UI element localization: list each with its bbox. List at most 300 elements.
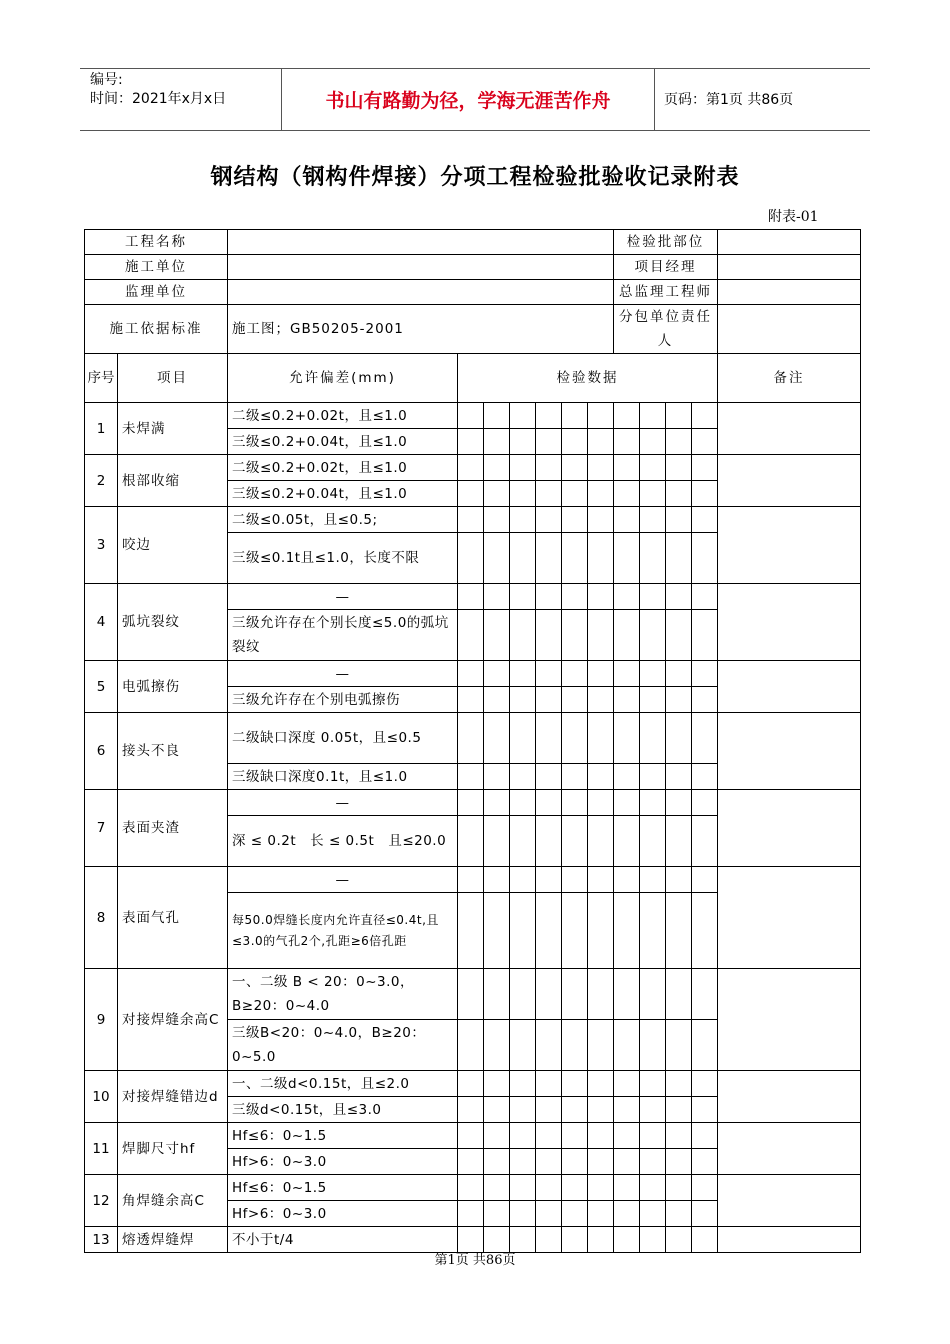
data-cell[interactable] xyxy=(536,507,562,533)
data-cell[interactable] xyxy=(510,610,536,661)
data-cell[interactable] xyxy=(536,429,562,455)
data-cell[interactable] xyxy=(614,610,640,661)
data-cell[interactable] xyxy=(640,507,666,533)
row-number: 1 xyxy=(85,403,118,455)
remarks-header: 备注 xyxy=(718,354,861,403)
data-cell[interactable] xyxy=(484,403,510,429)
data-cell[interactable] xyxy=(666,893,692,969)
data-cell[interactable] xyxy=(510,1071,536,1097)
data-cell[interactable] xyxy=(536,455,562,481)
remarks-cell[interactable] xyxy=(718,969,861,1071)
data-cell[interactable] xyxy=(640,403,666,429)
data-cell[interactable] xyxy=(458,584,484,610)
data-cell[interactable] xyxy=(562,713,588,764)
data-cell[interactable] xyxy=(536,1020,562,1071)
header-divider xyxy=(654,69,655,130)
data-cell[interactable] xyxy=(510,403,536,429)
remarks-cell[interactable] xyxy=(718,1071,861,1123)
data-cell[interactable] xyxy=(692,1097,718,1123)
data-cell[interactable] xyxy=(510,790,536,816)
data-cell[interactable] xyxy=(536,1123,562,1149)
data-cell[interactable] xyxy=(536,403,562,429)
data-cell[interactable] xyxy=(562,1123,588,1149)
row-number: 8 xyxy=(85,867,118,969)
data-cell[interactable] xyxy=(484,893,510,969)
data-cell[interactable] xyxy=(614,403,640,429)
basis-value: 施工图；GB50205-2001 xyxy=(228,305,614,354)
header-meta xyxy=(90,71,226,109)
data-cell[interactable] xyxy=(588,481,614,507)
data-cell[interactable] xyxy=(692,1175,718,1201)
data-cell[interactable] xyxy=(692,713,718,764)
data-cell[interactable] xyxy=(484,661,510,687)
data-cell[interactable] xyxy=(614,969,640,1020)
inspection-row xyxy=(85,1071,861,1097)
tolerance-value: 三级缺口深度0.1t，且≤1.0 xyxy=(228,764,458,790)
data-cell[interactable] xyxy=(666,403,692,429)
seq-header: 序号 xyxy=(85,354,118,403)
data-cell[interactable] xyxy=(666,455,692,481)
data-cell[interactable] xyxy=(562,455,588,481)
remarks-cell[interactable] xyxy=(718,455,861,507)
data-cell[interactable] xyxy=(562,687,588,713)
row-item: 咬边 xyxy=(118,507,228,584)
data-cell[interactable] xyxy=(484,1149,510,1175)
data-cell[interactable] xyxy=(666,1020,692,1071)
data-cell[interactable] xyxy=(640,969,666,1020)
project-name-value[interactable] xyxy=(228,230,614,255)
data-cell[interactable] xyxy=(458,687,484,713)
data-cell[interactable] xyxy=(588,893,614,969)
data-cell[interactable] xyxy=(640,481,666,507)
data-cell[interactable] xyxy=(614,713,640,764)
data-cell[interactable] xyxy=(588,507,614,533)
data-cell[interactable] xyxy=(458,1201,484,1227)
tolerance-value: — xyxy=(228,790,458,816)
remarks-cell[interactable] xyxy=(718,507,861,584)
data-cell[interactable] xyxy=(614,764,640,790)
tolerance-value: 二级≤0.2+0.02t，且≤1.0 xyxy=(228,455,458,481)
data-cell[interactable] xyxy=(588,1071,614,1097)
data-cell[interactable] xyxy=(666,867,692,893)
data-cell[interactable] xyxy=(484,507,510,533)
data-cell[interactable] xyxy=(536,610,562,661)
data-cell[interactable] xyxy=(536,1175,562,1201)
data-cell[interactable] xyxy=(562,893,588,969)
data-cell[interactable] xyxy=(562,1097,588,1123)
data-cell[interactable] xyxy=(588,584,614,610)
data-cell[interactable] xyxy=(510,687,536,713)
header-page-code: 页码：第1页 共86页 xyxy=(664,92,794,108)
data-cell[interactable] xyxy=(614,1097,640,1123)
data-cell[interactable] xyxy=(692,507,718,533)
data-cell[interactable] xyxy=(562,1149,588,1175)
data-cell[interactable] xyxy=(692,533,718,584)
data-cell[interactable] xyxy=(640,610,666,661)
data-cell[interactable] xyxy=(588,455,614,481)
data-cell[interactable] xyxy=(666,1175,692,1201)
inspection-row xyxy=(85,584,861,610)
data-cell[interactable] xyxy=(692,969,718,1020)
data-cell[interactable] xyxy=(510,969,536,1020)
data-cell[interactable] xyxy=(484,764,510,790)
data-cell[interactable] xyxy=(458,893,484,969)
data-cell[interactable] xyxy=(640,1201,666,1227)
data-cell[interactable] xyxy=(666,790,692,816)
data-cell[interactable] xyxy=(484,1175,510,1201)
data-cell[interactable] xyxy=(536,1071,562,1097)
tolerance-value: 三级≤0.1t且≤1.0，长度不限 xyxy=(228,533,458,584)
data-cell[interactable] xyxy=(614,790,640,816)
data-cell[interactable] xyxy=(510,1149,536,1175)
data-cell[interactable] xyxy=(484,1201,510,1227)
info-row xyxy=(85,255,861,280)
data-cell[interactable] xyxy=(640,1020,666,1071)
row-item: 表面气孔 xyxy=(118,867,228,969)
data-cell[interactable] xyxy=(536,816,562,867)
data-cell[interactable] xyxy=(562,1201,588,1227)
data-cell[interactable] xyxy=(458,533,484,584)
data-cell[interactable] xyxy=(692,764,718,790)
data-cell[interactable] xyxy=(614,1175,640,1201)
data-cell[interactable] xyxy=(588,816,614,867)
data-cell[interactable] xyxy=(484,455,510,481)
data-cell[interactable] xyxy=(666,1123,692,1149)
data-cell[interactable] xyxy=(614,687,640,713)
data-cell[interactable] xyxy=(562,403,588,429)
data-cell[interactable] xyxy=(692,1020,718,1071)
row-item: 表面夹渣 xyxy=(118,790,228,867)
data-cell[interactable] xyxy=(484,610,510,661)
data-cell[interactable] xyxy=(510,1020,536,1071)
data-cell[interactable] xyxy=(666,429,692,455)
data-cell[interactable] xyxy=(562,584,588,610)
data-cell[interactable] xyxy=(458,1097,484,1123)
data-cell[interactable] xyxy=(692,1071,718,1097)
data-cell[interactable] xyxy=(484,867,510,893)
data-cell[interactable] xyxy=(458,816,484,867)
inspection-row xyxy=(85,1175,861,1201)
tolerance-value: 深 ≤ 0.2t 长 ≤ 0.5t 且≤20.0 xyxy=(228,816,458,867)
data-cell[interactable] xyxy=(666,610,692,661)
data-cell[interactable] xyxy=(536,713,562,764)
data-cell[interactable] xyxy=(614,584,640,610)
data-cell[interactable] xyxy=(614,1071,640,1097)
data-cell[interactable] xyxy=(484,1020,510,1071)
data-cell[interactable] xyxy=(536,790,562,816)
data-cell[interactable] xyxy=(692,790,718,816)
data-cell[interactable] xyxy=(588,1201,614,1227)
data-cell[interactable] xyxy=(562,816,588,867)
data-cell[interactable] xyxy=(666,687,692,713)
data-cell[interactable] xyxy=(458,455,484,481)
data-cell[interactable] xyxy=(510,584,536,610)
remarks-cell[interactable] xyxy=(718,584,861,661)
data-cell[interactable] xyxy=(536,687,562,713)
data-cell[interactable] xyxy=(614,1149,640,1175)
data-cell[interactable] xyxy=(640,893,666,969)
row-item: 未焊满 xyxy=(118,403,228,455)
data-cell[interactable] xyxy=(614,1201,640,1227)
remarks-cell[interactable] xyxy=(718,403,861,455)
data-cell[interactable] xyxy=(640,584,666,610)
data-cell[interactable] xyxy=(458,403,484,429)
data-cell[interactable] xyxy=(588,1097,614,1123)
data-cell[interactable] xyxy=(692,610,718,661)
inspection-row xyxy=(85,969,861,1020)
info-row xyxy=(85,280,861,305)
data-cell[interactable] xyxy=(692,403,718,429)
data-cell[interactable] xyxy=(562,867,588,893)
data-cell[interactable] xyxy=(484,790,510,816)
data-cell[interactable] xyxy=(458,969,484,1020)
data-cell[interactable] xyxy=(666,969,692,1020)
data-cell[interactable] xyxy=(510,481,536,507)
data-cell[interactable] xyxy=(562,661,588,687)
data-cell[interactable] xyxy=(458,713,484,764)
data-cell[interactable] xyxy=(614,455,640,481)
remarks-cell[interactable] xyxy=(718,790,861,867)
data-cell[interactable] xyxy=(510,533,536,584)
data-cell[interactable] xyxy=(484,1123,510,1149)
data-cell[interactable] xyxy=(458,867,484,893)
data-cell[interactable] xyxy=(640,790,666,816)
data-cell[interactable] xyxy=(588,713,614,764)
data-cell[interactable] xyxy=(510,429,536,455)
data-cell[interactable] xyxy=(614,661,640,687)
data-cell[interactable] xyxy=(692,1201,718,1227)
data-cell[interactable] xyxy=(588,969,614,1020)
data-cell[interactable] xyxy=(640,1123,666,1149)
data-cell[interactable] xyxy=(510,764,536,790)
data-cell[interactable] xyxy=(640,816,666,867)
data-cell[interactable] xyxy=(666,816,692,867)
data-cell[interactable] xyxy=(588,764,614,790)
data-cell[interactable] xyxy=(458,481,484,507)
data-cell[interactable] xyxy=(484,1097,510,1123)
row-number: 2 xyxy=(85,455,118,507)
row-number: 7 xyxy=(85,790,118,867)
data-cell[interactable] xyxy=(614,816,640,867)
data-cell[interactable] xyxy=(484,481,510,507)
data-cell[interactable] xyxy=(614,481,640,507)
data-cell[interactable] xyxy=(562,481,588,507)
data-cell[interactable] xyxy=(484,533,510,584)
data-cell[interactable] xyxy=(510,1201,536,1227)
tolerance-value: — xyxy=(228,584,458,610)
data-cell[interactable] xyxy=(510,1175,536,1201)
data-cell[interactable] xyxy=(562,790,588,816)
data-cell[interactable] xyxy=(562,610,588,661)
data-cell[interactable] xyxy=(640,1149,666,1175)
data-cell[interactable] xyxy=(614,893,640,969)
data-cell[interactable] xyxy=(640,764,666,790)
row-item: 电弧擦伤 xyxy=(118,661,228,713)
construction-unit-value[interactable] xyxy=(228,255,614,280)
data-cell[interactable] xyxy=(666,1097,692,1123)
header-motto: 书山有路勤为径，学海无涯苦作舟 xyxy=(325,90,611,112)
data-header: 检验数据 xyxy=(458,354,718,403)
data-cell[interactable] xyxy=(666,1071,692,1097)
data-cell[interactable] xyxy=(458,1175,484,1201)
data-cell[interactable] xyxy=(692,816,718,867)
data-cell[interactable] xyxy=(614,867,640,893)
data-cell[interactable] xyxy=(666,1201,692,1227)
data-cell[interactable] xyxy=(614,1123,640,1149)
data-cell[interactable] xyxy=(484,584,510,610)
remarks-cell[interactable] xyxy=(718,713,861,790)
data-cell[interactable] xyxy=(536,533,562,584)
data-cell[interactable] xyxy=(640,1071,666,1097)
data-cell[interactable] xyxy=(588,610,614,661)
data-cell[interactable] xyxy=(458,764,484,790)
remarks-cell[interactable] xyxy=(718,1123,861,1175)
data-cell[interactable] xyxy=(562,1175,588,1201)
data-cell[interactable] xyxy=(562,969,588,1020)
data-cell[interactable] xyxy=(692,1149,718,1175)
data-cell[interactable] xyxy=(536,969,562,1020)
data-cell[interactable] xyxy=(614,429,640,455)
data-cell[interactable] xyxy=(588,790,614,816)
data-cell[interactable] xyxy=(666,764,692,790)
subcontractor-value[interactable] xyxy=(718,305,861,354)
data-cell[interactable] xyxy=(692,661,718,687)
data-cell[interactable] xyxy=(692,481,718,507)
data-cell[interactable] xyxy=(666,584,692,610)
data-cell[interactable] xyxy=(692,867,718,893)
data-cell[interactable] xyxy=(510,867,536,893)
data-cell[interactable] xyxy=(666,713,692,764)
data-cell[interactable] xyxy=(510,661,536,687)
row-item: 根部收缩 xyxy=(118,455,228,507)
data-cell[interactable] xyxy=(666,481,692,507)
data-cell[interactable] xyxy=(588,403,614,429)
data-cell[interactable] xyxy=(536,893,562,969)
data-cell[interactable] xyxy=(484,429,510,455)
data-cell[interactable] xyxy=(562,1071,588,1097)
data-cell[interactable] xyxy=(640,1175,666,1201)
document-title: 钢结构（钢构件焊接）分项工程检验批验收记录附表 xyxy=(210,164,740,190)
data-cell[interactable] xyxy=(510,1123,536,1149)
data-cell[interactable] xyxy=(536,1149,562,1175)
data-cell[interactable] xyxy=(588,429,614,455)
data-cell[interactable] xyxy=(458,1123,484,1149)
row-number: 4 xyxy=(85,584,118,661)
data-cell[interactable] xyxy=(640,533,666,584)
data-cell[interactable] xyxy=(640,867,666,893)
data-cell[interactable] xyxy=(484,816,510,867)
project-manager-value[interactable] xyxy=(718,255,861,280)
data-cell[interactable] xyxy=(562,429,588,455)
inspection-row xyxy=(85,455,861,481)
data-cell[interactable] xyxy=(458,429,484,455)
data-cell[interactable] xyxy=(510,1097,536,1123)
data-cell[interactable] xyxy=(536,867,562,893)
inspection-table xyxy=(84,229,861,1253)
data-cell[interactable] xyxy=(510,713,536,764)
data-cell[interactable] xyxy=(562,533,588,584)
data-cell[interactable] xyxy=(536,661,562,687)
inspection-part-value[interactable] xyxy=(718,230,861,255)
data-cell[interactable] xyxy=(562,1020,588,1071)
data-cell[interactable] xyxy=(536,481,562,507)
data-cell[interactable] xyxy=(510,893,536,969)
data-cell[interactable] xyxy=(640,687,666,713)
data-cell[interactable] xyxy=(614,507,640,533)
tolerance-value: Hf>6：0~3.0 xyxy=(228,1149,458,1175)
data-cell[interactable] xyxy=(536,1201,562,1227)
data-cell[interactable] xyxy=(666,1149,692,1175)
data-cell[interactable] xyxy=(640,455,666,481)
data-cell[interactable] xyxy=(484,687,510,713)
data-cell[interactable] xyxy=(692,687,718,713)
data-cell[interactable] xyxy=(640,1097,666,1123)
data-cell[interactable] xyxy=(588,1123,614,1149)
chief-supervisor-value[interactable] xyxy=(718,280,861,305)
data-cell[interactable] xyxy=(510,816,536,867)
data-cell[interactable] xyxy=(640,713,666,764)
data-cell[interactable] xyxy=(536,584,562,610)
tolerance-value: Hf>6：0~3.0 xyxy=(228,1201,458,1227)
data-cell[interactable] xyxy=(484,969,510,1020)
data-cell[interactable] xyxy=(458,1020,484,1071)
data-cell[interactable] xyxy=(458,507,484,533)
data-cell[interactable] xyxy=(536,1097,562,1123)
tolerance-header: 允许偏差(mm) xyxy=(228,354,458,403)
row-number: 10 xyxy=(85,1071,118,1123)
data-cell[interactable] xyxy=(588,867,614,893)
data-cell[interactable] xyxy=(640,429,666,455)
data-cell[interactable] xyxy=(536,764,562,790)
data-cell[interactable] xyxy=(692,893,718,969)
tolerance-value: 不小于t/4 xyxy=(228,1227,458,1253)
data-cell[interactable] xyxy=(562,764,588,790)
remarks-cell[interactable] xyxy=(718,661,861,713)
data-cell[interactable] xyxy=(588,1020,614,1071)
data-cell[interactable] xyxy=(484,1071,510,1097)
column-header-row xyxy=(85,354,861,403)
data-cell[interactable] xyxy=(510,455,536,481)
data-cell[interactable] xyxy=(666,507,692,533)
data-cell[interactable] xyxy=(510,507,536,533)
data-cell[interactable] xyxy=(562,507,588,533)
data-cell[interactable] xyxy=(666,533,692,584)
remarks-cell[interactable] xyxy=(718,1175,861,1227)
data-cell[interactable] xyxy=(614,1020,640,1071)
data-cell[interactable] xyxy=(458,1149,484,1175)
data-cell[interactable] xyxy=(692,429,718,455)
data-cell[interactable] xyxy=(666,661,692,687)
data-cell[interactable] xyxy=(458,790,484,816)
data-cell[interactable] xyxy=(588,687,614,713)
data-cell[interactable] xyxy=(614,533,640,584)
data-cell[interactable] xyxy=(692,455,718,481)
data-cell[interactable] xyxy=(588,533,614,584)
data-cell[interactable] xyxy=(458,1071,484,1097)
data-cell[interactable] xyxy=(588,1149,614,1175)
data-cell[interactable] xyxy=(458,661,484,687)
data-cell[interactable] xyxy=(588,661,614,687)
data-cell[interactable] xyxy=(458,610,484,661)
supervision-unit-value[interactable] xyxy=(228,280,614,305)
data-cell[interactable] xyxy=(588,1175,614,1201)
tolerance-value: 三级d<0.15t，且≤3.0 xyxy=(228,1097,458,1123)
data-cell[interactable] xyxy=(640,661,666,687)
remarks-cell[interactable] xyxy=(718,867,861,969)
data-cell[interactable] xyxy=(692,584,718,610)
data-cell[interactable] xyxy=(484,713,510,764)
data-cell[interactable] xyxy=(692,1123,718,1149)
